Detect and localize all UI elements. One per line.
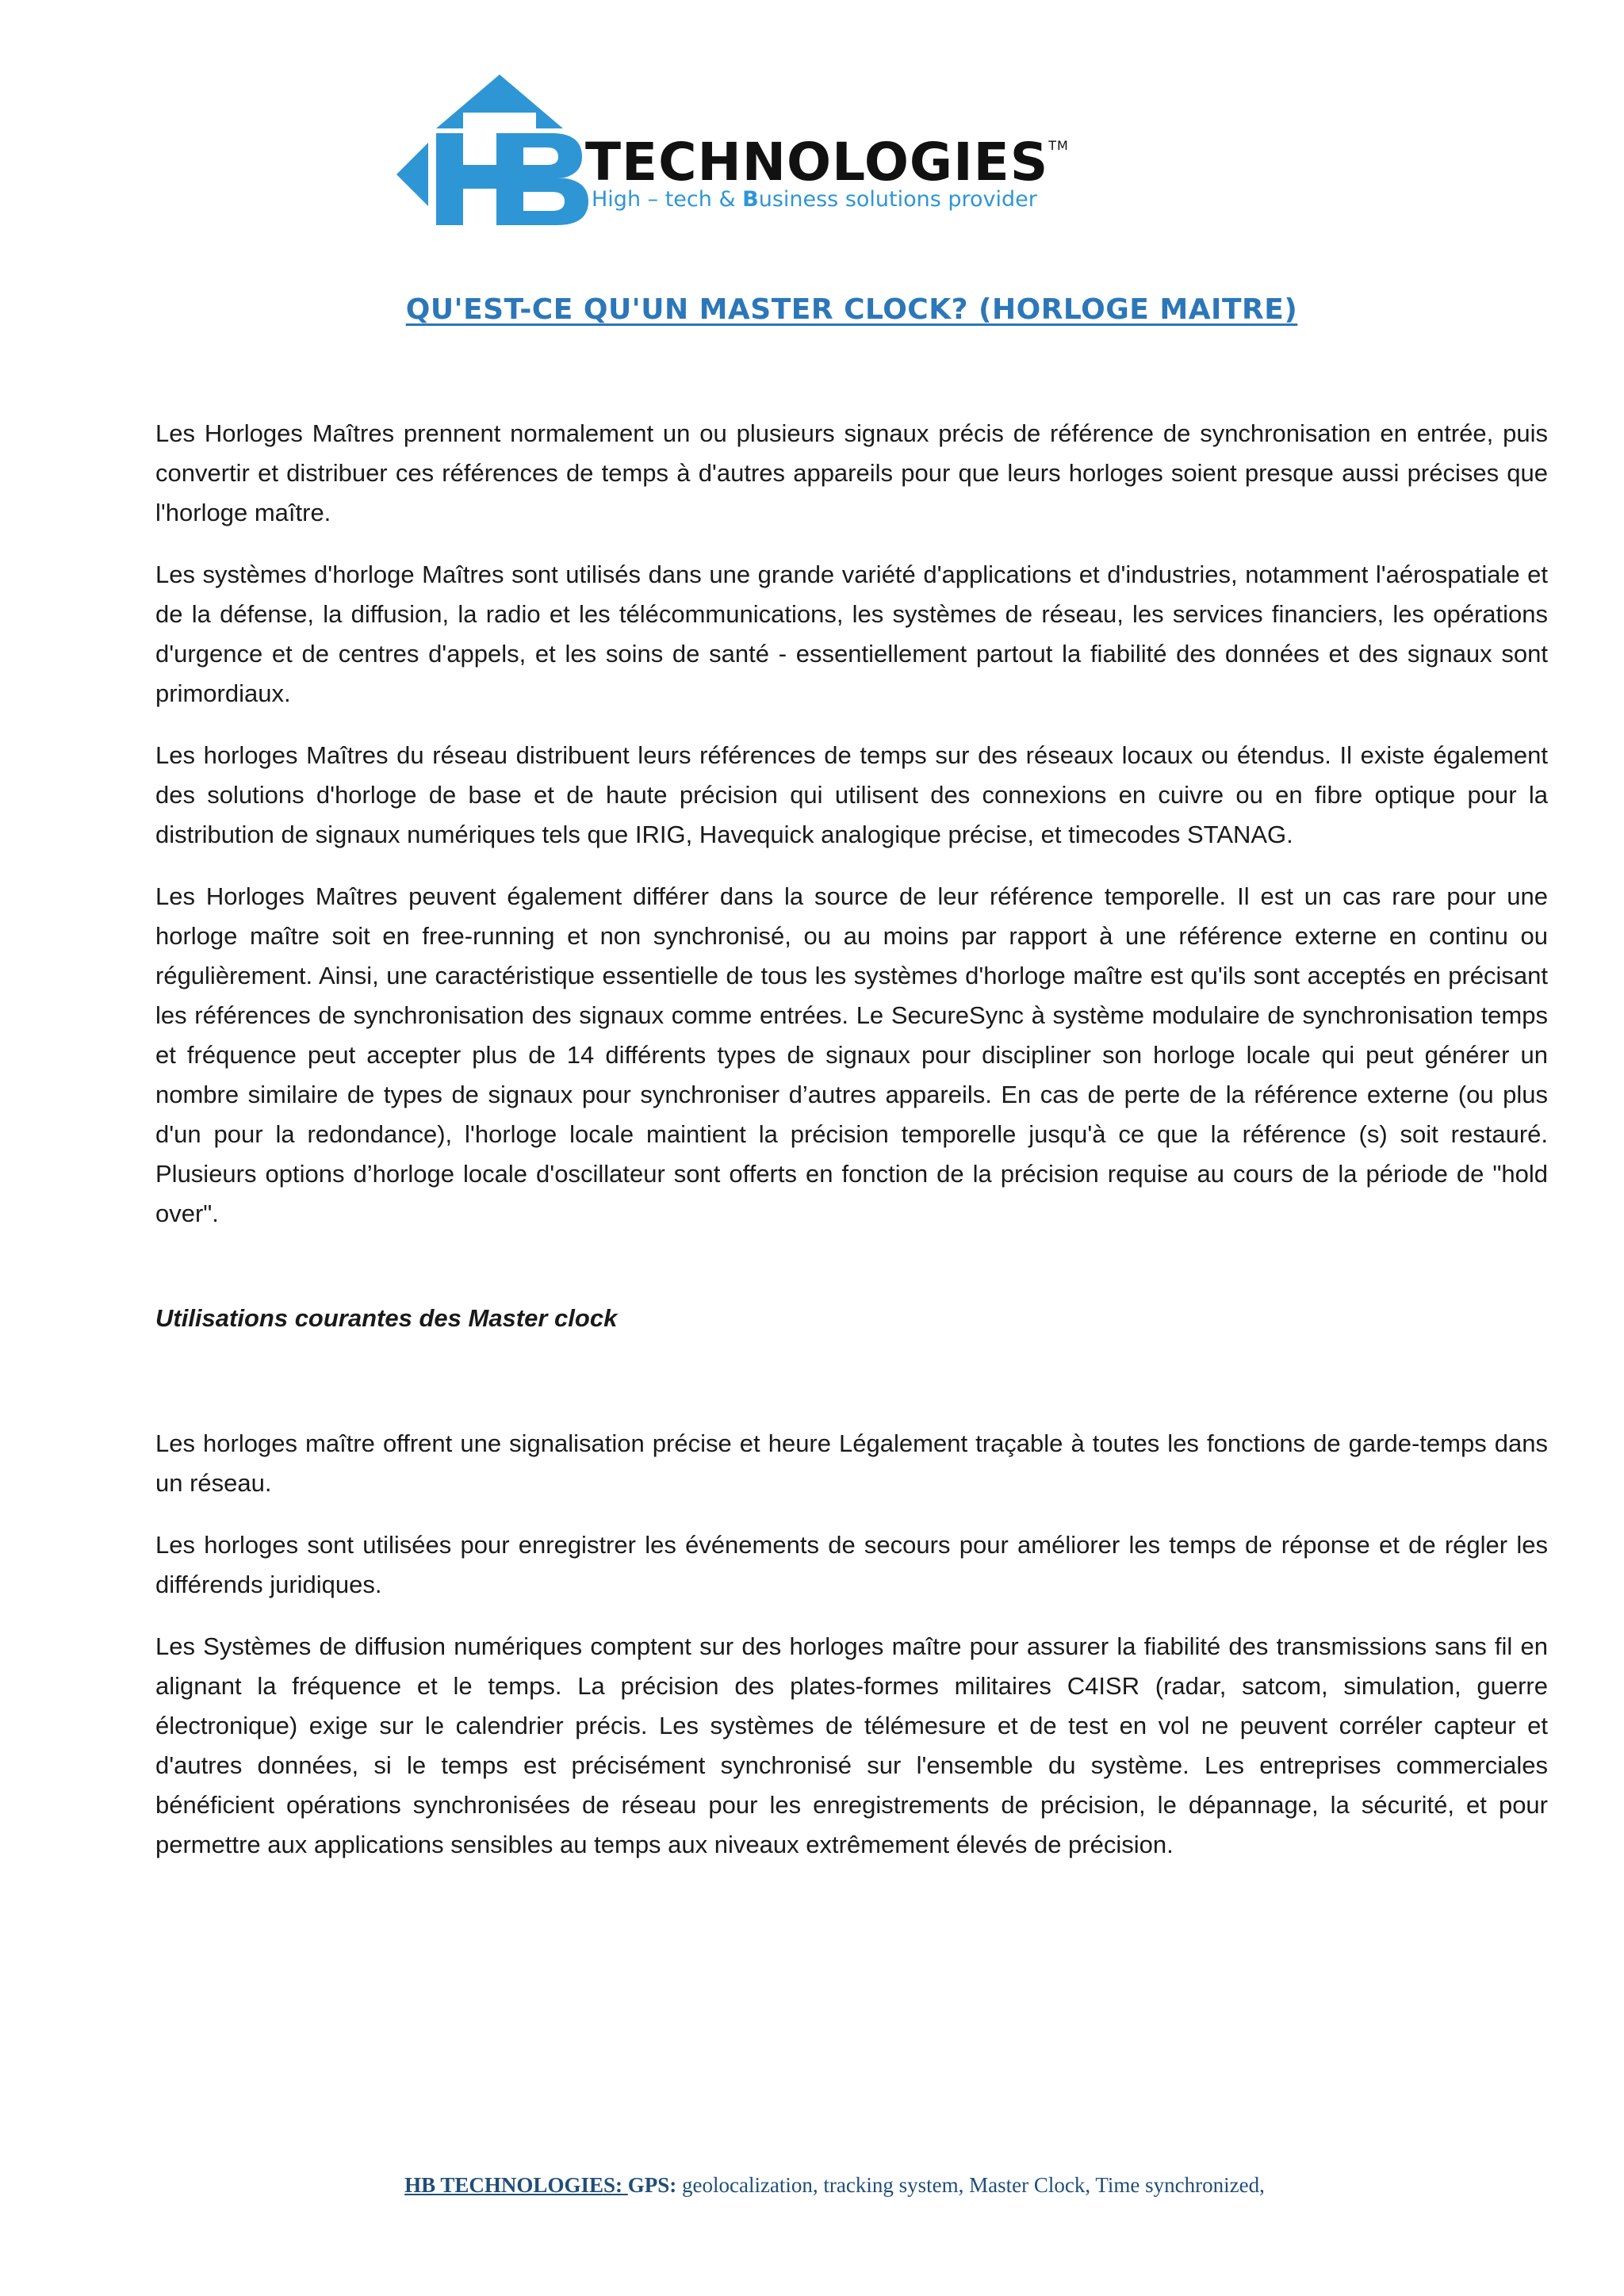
logo-tagline: High – tech & Business solutions provider (592, 187, 1037, 212)
hb-logo-mark-icon (396, 71, 603, 230)
paragraph: Les systèmes d'horloge Maîtres sont utilisés dans une grande variété d'applications et d'industries, notamment l'aérospatiale et de la défense, la diffusion, la radio et les télécommunications, les systèmes de réseau, les services financiers, les opérations d'urgence et de centres d'appels, et les soins de santé - essentiellement partout la fiabilité des données et des signaux sont primordiaux. (155, 561, 1548, 707)
company-logo (396, 71, 1078, 238)
paragraph: Les Horloges Maîtres peuvent également différer dans la source de leur référence temporelle. Il est un cas rare pour une horloge maître soit en free-running et non synchronisé, ou au moins par rapport à une référence externe en continu ou régulièrement. Ainsi, une caractéristique essentielle de tous les systèmes d'horloge maître est qu'ils sont acceptés en précisant les références de synchronisation des signaux comme entrées. Le SecureSync à système modulaire de synchronisation temps et fréquence peut accepter plus de 14 différents types de signaux pour discipliner son horloge locale qui peut générer un nombre similaire de types de signaux pour synchroniser d’autres appareils. En cas de perte de la référence externe (ou plus d'un pour la redondance), l'horloge locale maintient la précision temporelle jusqu'à ce que la référence (s) soit restauré. Plusieurs options d’horloge locale d'oscillateur sont offerts en fonction de la précision requise au cours de la période de "hold over". (155, 882, 1548, 1227)
paragraph: Les Systèmes de diffusion numériques comptent sur des horloges maître pour assurer la fiabilité des transmissions sans fil en alignant la fréquence et le temps. La précision des plates-formes militaires C4ISR (radar, satcom, simulation, guerre électronique) exige sur le calendrier précis. Les systèmes de télémesure et de test en vol ne peuvent corréler capteur et d'autres données, si le temps est précisément synchronisé sur l'ensemble du système. Les entreprises commerciales bénéficient opérations synchronisées de réseau pour les enregistrements de précision, le dépannage, la sécurité, et pour permettre aux applications sensibles au temps aux niveaux extrêmement élevés de précision. (155, 1632, 1548, 1858)
footer-company: HB TECHNOLOGIES: (404, 2173, 628, 2197)
footer-text: geolocalization, tracking system, Master Clock, Time synchronized, (681, 2173, 1265, 2197)
document-title: QU'EST-CE QU'UN MASTER CLOCK? (HORLOGE MAITRE) (405, 293, 1298, 326)
paragraph: Les horloges maître offrent une signalisation précise et heure Légalement traçable à toutes les fonctions de garde-temps dans un réseau. (155, 1429, 1548, 1497)
paragraph: Les Horloges Maîtres prennent normalement un ou plusieurs signaux précis de référence de synchronisation en entrée, puis convertir et distribuer ces références de temps à d'autres appareils pour que leurs horloges soient presque aussi précises que l'horloge maître. (155, 419, 1548, 526)
section-heading: Utilisations courantes des Master clock (155, 1304, 618, 1332)
document-body (155, 414, 1548, 1887)
paragraph: Les horloges Maîtres du réseau distribuent leurs références de temps sur des réseaux locaux ou étendus. Il existe également des solutions d'horloge de base et de haute précision qui utilisent des connexions en cuivre ou en fibre optique pour la distribution de signaux numériques tels que IRIG, Havequick analogique précise, et timecodes STANAG. (155, 741, 1548, 848)
page-footer (0, 2173, 1624, 2198)
logo-wordmark: TECHNOLOGIES™ (585, 132, 1069, 193)
paragraph: Les horloges sont utilisées pour enregistrer les événements de secours pour améliorer les temps de réponse et de régler les différends juridiques. (155, 1531, 1548, 1598)
trademark-mark: TM (1048, 138, 1069, 153)
footer-label: GPS: (627, 2173, 682, 2197)
